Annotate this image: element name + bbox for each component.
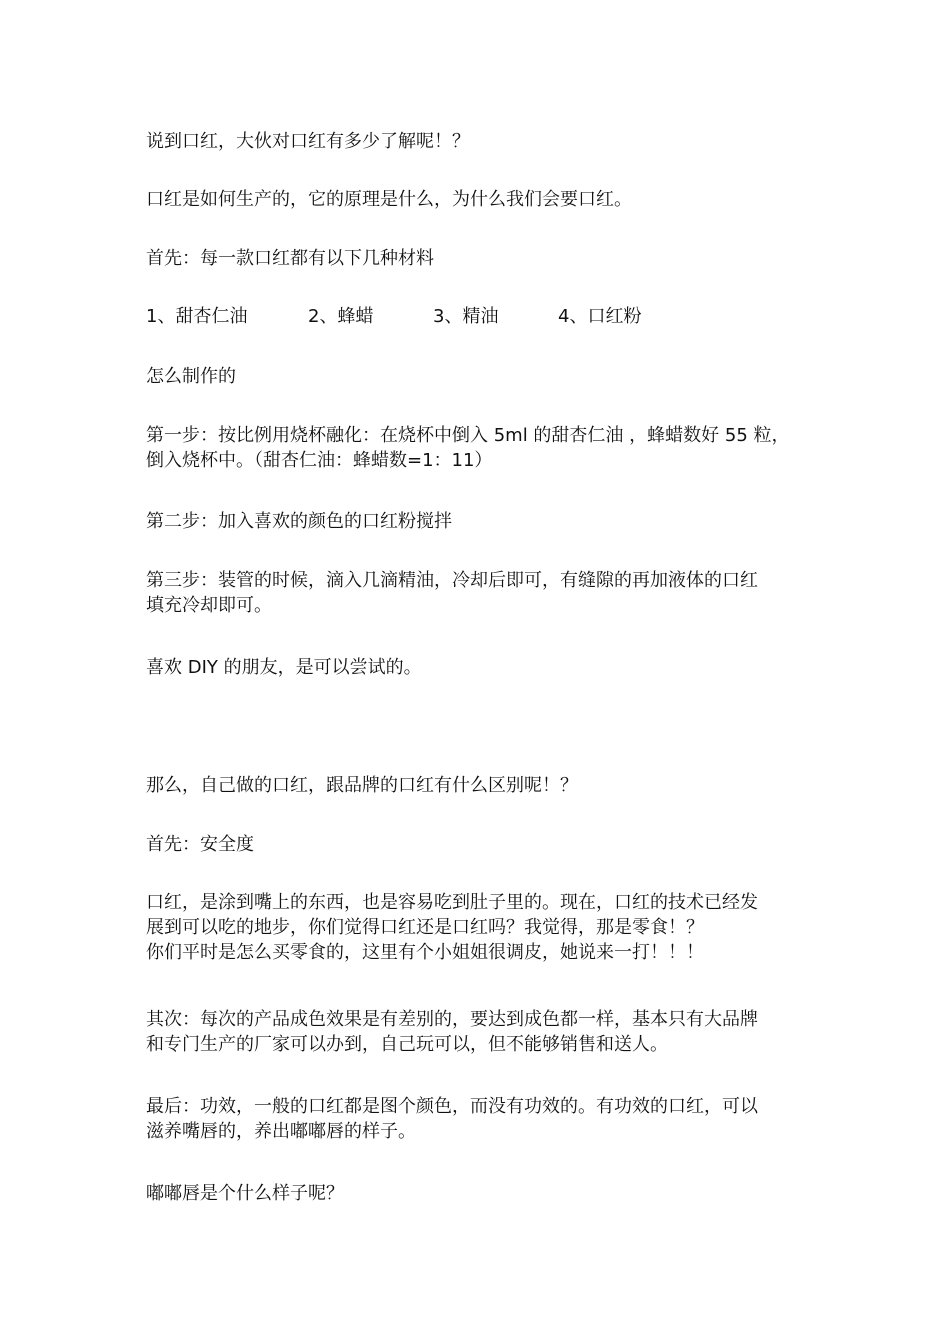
text-line: 首先：每一款口红都有以下几种材料 bbox=[146, 248, 434, 269]
material-item: 4、口红粉 bbox=[558, 306, 642, 327]
text-line: 你们平时是怎么买零食的，这里有个小姐姐很调皮，她说来一打！！！ bbox=[146, 942, 704, 963]
materials-list bbox=[146, 304, 816, 329]
text-line: 喜欢 DIY 的朋友，是可以尝试的。 bbox=[146, 657, 422, 678]
text-line: 说到口红，大伙对口红有多少了解呢！？ bbox=[146, 131, 470, 152]
paragraph-step-3 bbox=[146, 568, 816, 618]
text-line: 其次：每次的产品成色效果是有差别的，要达到成色都一样，基本只有大品牌 bbox=[146, 1009, 758, 1030]
text-line: 倒入烧杯中。（甜杏仁油：蜂蜡数=1：11） bbox=[146, 450, 493, 471]
material-item: 1、甜杏仁油 bbox=[146, 306, 248, 327]
text-line: 第一步：按比例用烧杯融化：在烧杯中倒入 5ml 的甜杏仁油 ，蜂蜡数好 55 粒， bbox=[146, 425, 790, 446]
paragraph-difference bbox=[146, 773, 816, 798]
paragraph-step-1 bbox=[146, 423, 816, 473]
material-item: 3、精油 bbox=[433, 306, 499, 327]
paragraph-how-to bbox=[146, 364, 816, 389]
paragraph-step-2 bbox=[146, 509, 816, 534]
paragraph-intro bbox=[146, 129, 816, 154]
paragraph-safety bbox=[146, 832, 816, 857]
text-line: 填充冷却即可。 bbox=[146, 595, 272, 616]
text-line: 展到可以吃的地步，你们觉得口红还是口红吗？我觉得，那是零食！？ bbox=[146, 917, 704, 938]
text-line: 第三步：装管的时候，滴入几滴精油，冷却后即可，有缝隙的再加液体的口红 bbox=[146, 570, 758, 591]
paragraph-question bbox=[146, 187, 816, 212]
text-line: 怎么制作的 bbox=[146, 366, 236, 387]
paragraph-consistency bbox=[146, 1007, 816, 1057]
text-line: 最后：功效，一般的口红都是图个颜色，而没有功效的。有功效的口红，可以 bbox=[146, 1096, 758, 1117]
text-line: 口红是如何生产的，它的原理是什么，为什么我们会要口红。 bbox=[146, 189, 632, 210]
paragraph-safety-detail bbox=[146, 890, 816, 965]
text-line: 滋养嘴唇的，养出嘟嘟唇的样子。 bbox=[146, 1121, 416, 1142]
paragraph-pouty bbox=[146, 1181, 816, 1206]
text-line: 嘟嘟唇是个什么样子呢？ bbox=[146, 1183, 344, 1204]
paragraph-materials-heading bbox=[146, 246, 816, 271]
paragraph-diy bbox=[146, 655, 816, 680]
text-line: 口红，是涂到嘴上的东西，也是容易吃到肚子里的。现在，口红的技术已经发 bbox=[146, 892, 758, 913]
text-line: 首先：安全度 bbox=[146, 834, 254, 855]
paragraph-efficacy bbox=[146, 1094, 816, 1144]
text-line: 第二步：加入喜欢的颜色的口红粉搅拌 bbox=[146, 511, 452, 532]
text-line: 和专门生产的厂家可以办到，自己玩可以，但不能够销售和送人。 bbox=[146, 1034, 668, 1055]
text-line: 那么，自己做的口红，跟品牌的口红有什么区别呢！？ bbox=[146, 775, 578, 796]
material-item: 2、蜂蜡 bbox=[308, 306, 374, 327]
